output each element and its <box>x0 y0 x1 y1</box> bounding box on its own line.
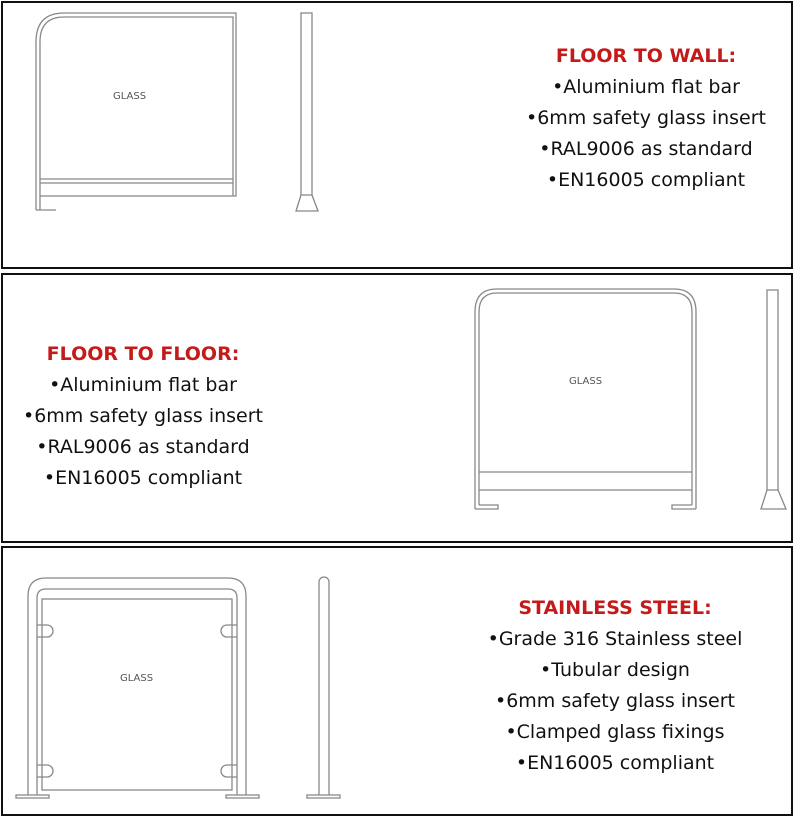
tube-outer <box>28 578 246 795</box>
clamp <box>221 625 237 637</box>
side-view-post <box>301 13 312 195</box>
glass-pane <box>42 599 232 790</box>
clamp <box>37 625 53 637</box>
floor-to-wall-specs <box>481 41 800 196</box>
clamp <box>37 765 53 777</box>
right-foot <box>672 505 696 509</box>
side-view-base <box>296 195 318 211</box>
feature-item: •Tubular design <box>540 659 690 681</box>
feature-item: •Grade 316 Stainless steel <box>487 628 743 650</box>
feature-item: •Aluminium flat bar <box>49 374 237 396</box>
frame-outline <box>475 289 696 509</box>
feature-item: •6mm safety glass insert <box>23 405 263 427</box>
feature-item: •RAL9006 as standard <box>539 138 753 160</box>
left-foot <box>475 505 498 509</box>
panel-title: FLOOR TO WALL: <box>555 45 737 67</box>
feature-item: •6mm safety glass insert <box>526 107 766 129</box>
frame-inner <box>479 293 692 505</box>
feature-item: •Aluminium flat bar <box>552 76 740 98</box>
frame-outline <box>36 13 236 210</box>
feature-item: •EN16005 compliant <box>515 752 715 774</box>
clamp <box>221 765 237 777</box>
feature-item: •EN16005 compliant <box>546 169 746 191</box>
side-view-base <box>761 490 786 509</box>
panel-floor-to-floor <box>1 273 793 543</box>
panel-stainless-steel <box>1 546 793 816</box>
glass-label: GLASS <box>120 673 154 684</box>
tube-inner <box>37 589 237 795</box>
stainless-steel-specs <box>450 593 780 779</box>
right-foot <box>226 795 259 798</box>
side-view-foot <box>307 795 340 798</box>
frame-inner <box>40 17 233 196</box>
side-view-post <box>767 290 778 490</box>
panel-floor-to-wall <box>1 1 793 269</box>
glass-label: GLASS <box>113 91 147 102</box>
panel-title: FLOOR TO FLOOR: <box>46 343 240 365</box>
left-foot <box>16 795 49 798</box>
feature-item: •RAL9006 as standard <box>36 436 250 458</box>
floor-to-floor-specs <box>0 339 308 494</box>
side-view-post <box>319 577 329 795</box>
glass-label: GLASS <box>569 376 603 387</box>
feature-item: •6mm safety glass insert <box>495 690 735 712</box>
feature-item: •Clamped glass fixings <box>505 721 725 743</box>
panel-title: STAINLESS STEEL: <box>518 597 712 619</box>
feature-item: •EN16005 compliant <box>43 467 243 489</box>
